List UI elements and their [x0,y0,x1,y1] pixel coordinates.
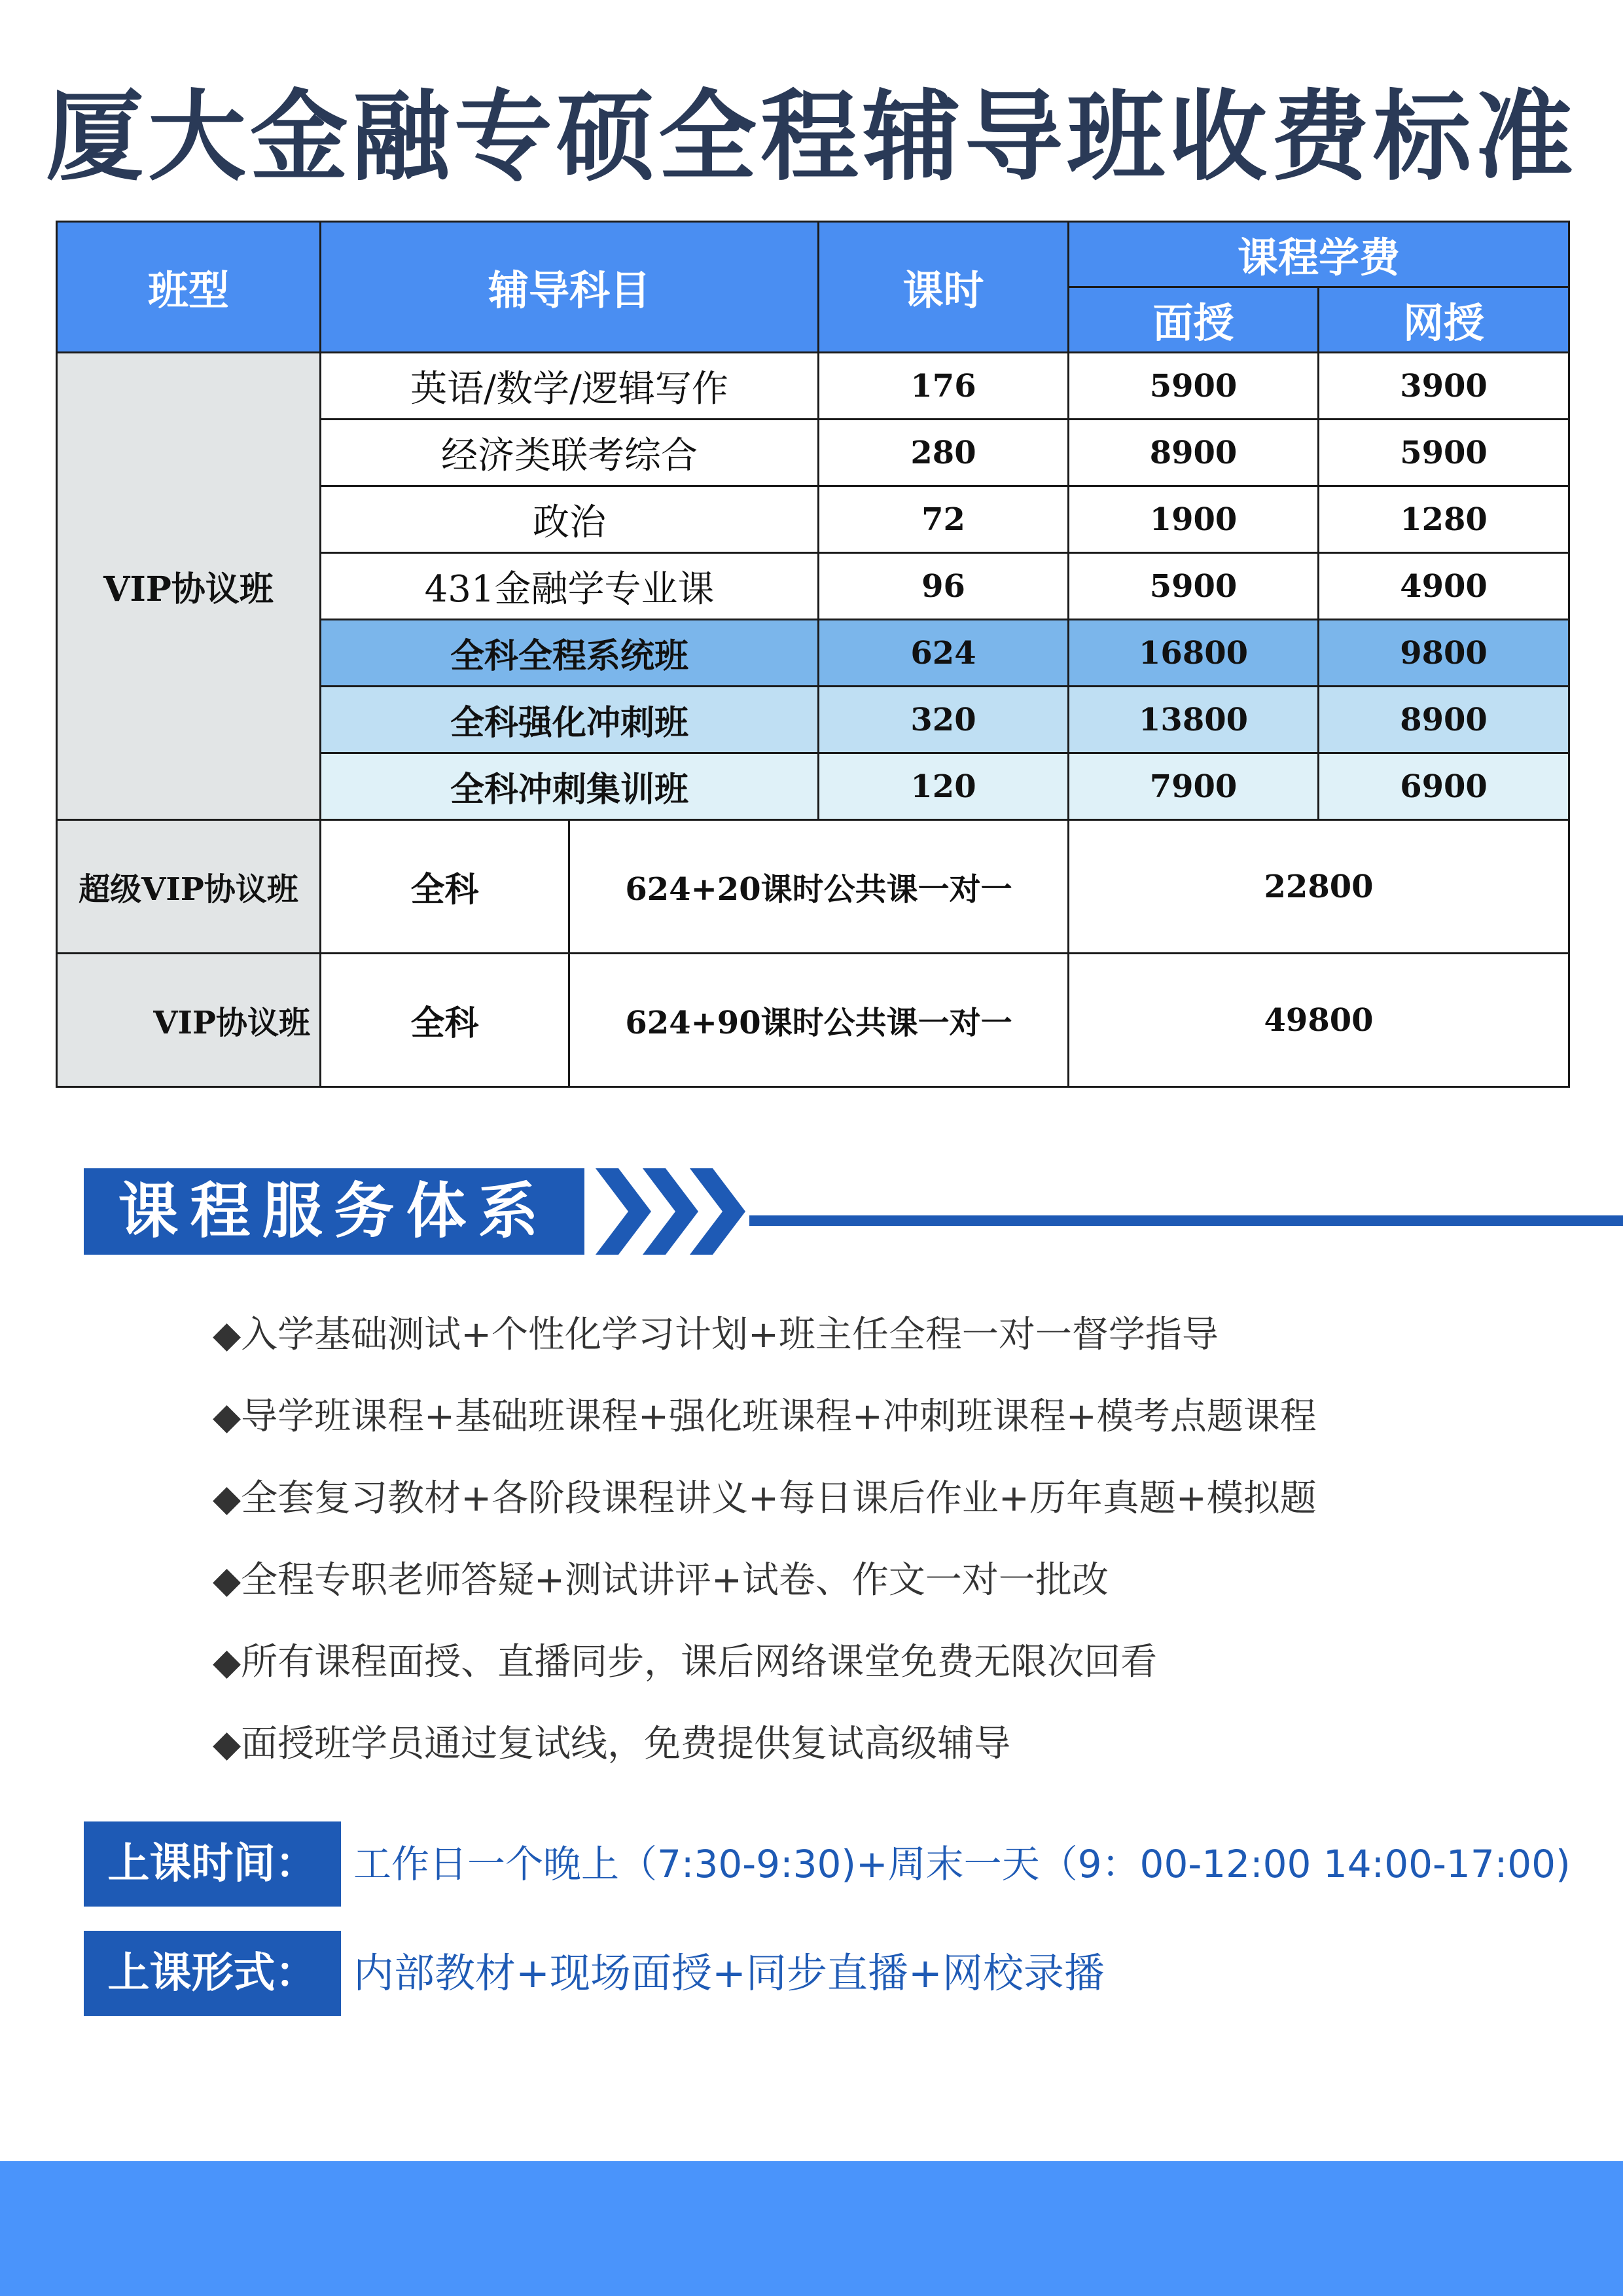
header-online: 网授 [1319,287,1569,353]
online-fee-cell: 3900 [1319,353,1569,420]
list-item: ◆导学班课程+基础班课程+强化班课程+冲刺班课程+模考点题课程 [213,1395,1317,1438]
subject-cell: 全科强化冲刺班 [321,687,819,753]
list-item: ◆所有课程面授、直播同步，课后网络课堂免费无限次回看 [213,1641,1158,1683]
class-format-value: 内部教材+现场面授+同步直播+网校录播 [353,1949,1105,1997]
table-row [57,820,1569,954]
detail-cell: 624+90课时公共课一对一 [569,954,1069,1087]
in-person-fee-cell: 1900 [1069,486,1319,553]
header-subject: 辅导科目 [321,222,819,353]
online-fee-cell: 1280 [1319,486,1569,553]
super-vip-class-label: 超级VIP协议班 [57,820,321,954]
fee-table [56,221,1570,1088]
class-time-label: 上课时间： [84,1821,341,1907]
hours-cell: 120 [819,753,1069,820]
hours-cell: 320 [819,687,1069,753]
in-person-fee-cell: 7900 [1069,753,1319,820]
list-item: ◆全套复习教材+各阶段课程讲义+每日课后作业+历年真题+模拟题 [213,1477,1317,1520]
hours-cell: 72 [819,486,1069,553]
subject-cell: 全科 [321,954,569,1087]
vip-class-label: VIP协议班 [57,353,321,820]
subject-cell: 英语/数学/逻辑写作 [321,353,819,420]
table-row [57,353,1569,420]
class-format-label: 上课形式： [84,1931,341,2016]
hours-cell: 176 [819,353,1069,420]
hours-cell: 280 [819,420,1069,486]
online-fee-cell: 9800 [1319,620,1569,687]
services-section-title: 课程服务体系 [84,1168,584,1255]
in-person-fee-cell: 16800 [1069,620,1319,687]
subject-cell: 全科冲刺集训班 [321,753,819,820]
page-title: 厦大金融专硕全程辅导班收费标准 [45,81,1577,194]
services-list [213,1302,1522,1793]
package-fee-cell: 49800 [1069,954,1569,1087]
subject-cell: 经济类联考综合 [321,420,819,486]
online-fee-cell: 5900 [1319,420,1569,486]
in-person-fee-cell: 8900 [1069,420,1319,486]
in-person-fee-cell: 5900 [1069,353,1319,420]
online-fee-cell: 4900 [1319,553,1569,620]
header-fee: 课程学费 [1069,222,1569,287]
list-item: ◆面授班学员通过复试线，免费提供复试高级辅导 [213,1723,1011,1765]
package-fee-cell: 22800 [1069,820,1569,954]
class-time-value: 工作日一个晚上（7:30-9:30)+周末一天（9：00-12:00 14:00-17:00) [353,1842,1571,1886]
in-person-fee-cell: 13800 [1069,687,1319,753]
header-in-person: 面授 [1069,287,1319,353]
table-row [57,954,1569,1087]
subject-cell: 431金融学专业课 [321,553,819,620]
section-divider-line [749,1215,1623,1226]
online-fee-cell: 6900 [1319,753,1569,820]
list-item: ◆入学基础测试+个性化学习计划+班主任全程一对一督学指导 [213,1314,1219,1356]
header-class-type: 班型 [57,222,321,353]
subject-cell: 政治 [321,486,819,553]
detail-cell: 624+20课时公共课一对一 [569,820,1069,954]
hours-cell: 96 [819,553,1069,620]
subject-cell: 全科 [321,820,569,954]
header-hours: 课时 [819,222,1069,353]
subject-cell: 全科全程系统班 [321,620,819,687]
online-fee-cell: 8900 [1319,687,1569,753]
vip-package-label: VIP协议班 [57,954,321,1087]
in-person-fee-cell: 5900 [1069,553,1319,620]
triple-chevron-icon [596,1162,753,1261]
list-item: ◆全程专职老师答疑+测试讲评+试卷、作文一对一批改 [213,1559,1109,1602]
footer-band [0,2161,1623,2296]
hours-cell: 624 [819,620,1069,687]
